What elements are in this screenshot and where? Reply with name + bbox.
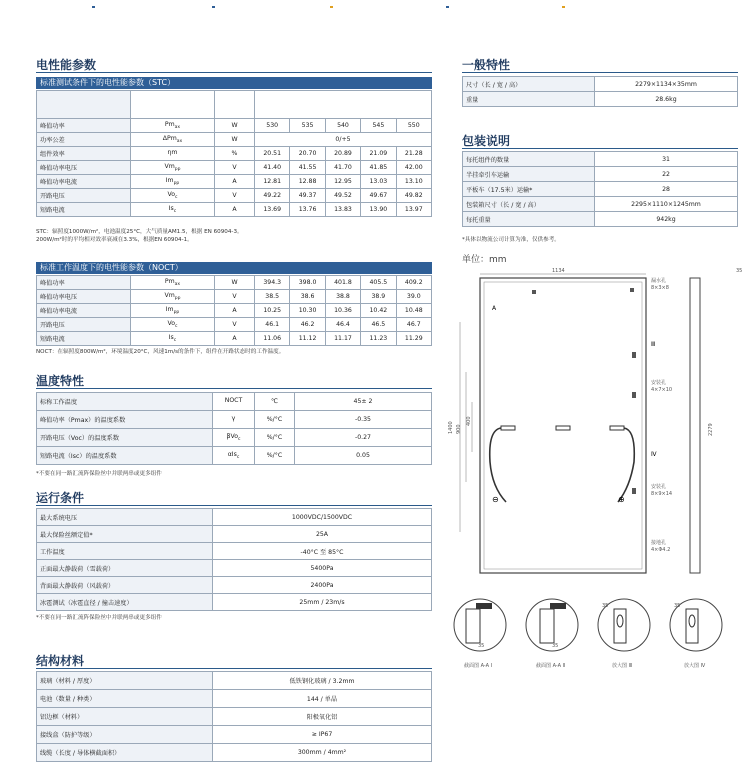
table-row [37, 594, 432, 611]
value-cell: 49.22 [255, 189, 290, 203]
unit-cell: ℃ [255, 393, 295, 411]
value-cell: 21.28 [396, 147, 431, 161]
value-cell: 5400Pa [213, 560, 432, 577]
value-cell: 46.7 [396, 318, 431, 332]
value-cell: 550 [396, 119, 431, 133]
value-cell: 49.82 [396, 189, 431, 203]
row-label: 组件效率 [37, 147, 131, 161]
row-label: 包装箱尺寸（长 / 宽 / 高） [463, 197, 595, 212]
row-label: 峰值功率电压 [37, 290, 131, 304]
structure-title: 结构材料 [36, 654, 85, 668]
value-cell: 942kg [595, 212, 738, 227]
table-row [463, 152, 738, 167]
value-cell: 13.97 [396, 203, 431, 217]
unit-cell: A [215, 332, 255, 346]
value-cell: 2295×1110×1245mm [595, 197, 738, 212]
row-label: 平板车（17.5米）运输* [463, 182, 595, 197]
table-row [37, 119, 432, 133]
row-label: 每托组件的数量 [463, 152, 595, 167]
stc-bar: 标准测试条件下的电性能参数（STC） [36, 77, 432, 89]
top-accent [446, 6, 449, 8]
row-label: 工作温度 [37, 543, 213, 560]
general-table [462, 76, 738, 107]
table-row [463, 197, 738, 212]
value-cell: 10.30 [290, 304, 325, 318]
row-label: 背面最大静载荷（风载荷） [37, 577, 213, 594]
value-cell: 12.81 [255, 175, 290, 189]
value-cell: 11.12 [290, 332, 325, 346]
top-accent [212, 6, 215, 8]
table-row [37, 318, 432, 332]
value-cell: 21.09 [361, 147, 396, 161]
value-cell: 49.67 [361, 189, 396, 203]
value-cell: 545 [361, 119, 396, 133]
row-label: 正面最大静载荷（雪载荷） [37, 560, 213, 577]
table-row [37, 290, 432, 304]
value-cell: 低铁钢化玻璃 / 3.2mm [213, 672, 432, 690]
packaging-title: 包装说明 [462, 134, 511, 148]
symbol-cell: $Vo_c$ [131, 189, 215, 203]
label-drain: 漏水孔 [651, 278, 667, 284]
table-row [37, 161, 432, 175]
detail-caption: 放大图 Ⅳ [684, 663, 706, 669]
value-cell: 13.76 [290, 203, 325, 217]
table-row [37, 175, 432, 189]
unit-cell: A [215, 175, 255, 189]
top-accent [92, 6, 95, 8]
stc-note-1: STC：辐照度1000W/m²，电池温度25°C，大气质量AM1.5，根据 EN 60904-3。 [36, 229, 243, 235]
value-cell: 12.88 [290, 175, 325, 189]
general-title: 一般特性 [462, 58, 511, 72]
table-row [37, 690, 432, 708]
row-label: 接线盒（防护等级） [37, 726, 213, 744]
value-cell: 20.70 [290, 147, 325, 161]
unit-cell: %/°C [255, 447, 295, 465]
value-cell: 10.25 [255, 304, 290, 318]
row-label: 峰值功率（Pmax）的温度系数 [37, 411, 213, 429]
row-label: 线缆（长度 / 导体横截面积） [37, 744, 213, 762]
row-label: 玻璃（材料 / 厚度） [37, 672, 213, 690]
symbol-cell: γ [213, 411, 255, 429]
row-label: 功率公差 [37, 133, 131, 147]
temperature-note: *不要在同一路汇流阵保险丝中并联两串或更多组件 [36, 471, 162, 477]
value-cell: 46.4 [325, 318, 360, 332]
row-label: 最大系统电压 [37, 509, 213, 526]
table-row [37, 744, 432, 762]
temperature-table [36, 392, 432, 465]
operation-rule [36, 505, 432, 506]
value-cell: 38.5 [255, 290, 290, 304]
value-cell: 394.3 [255, 276, 290, 290]
table-row [37, 133, 432, 147]
unit-cell: V [215, 189, 255, 203]
operation-table [36, 508, 432, 611]
value-cell: 11.29 [396, 332, 431, 346]
value-cell: 20.89 [325, 147, 360, 161]
table-row [37, 726, 432, 744]
unit-label: 单位：mm [462, 255, 507, 265]
row-label: 开路电压（Voc）的温度系数 [37, 429, 213, 447]
value-cell: 10.42 [361, 304, 396, 318]
value-cell: 28.6kg [595, 92, 738, 107]
unit-cell: V [215, 318, 255, 332]
row-label: 峰值功率电流 [37, 175, 131, 189]
symbol-cell: $Is_c$ [131, 332, 215, 346]
structure-rule [36, 668, 432, 669]
value-cell: 25A [213, 526, 432, 543]
value-cell: 398.0 [290, 276, 325, 290]
table-row [37, 560, 432, 577]
marker-3: Ⅲ [651, 341, 656, 348]
table-row [463, 92, 738, 107]
symbol-cell: $Is_c$ [131, 203, 215, 217]
value-cell: 46.5 [361, 318, 396, 332]
electrical-rule [36, 72, 432, 73]
value-cell: 49.52 [325, 189, 360, 203]
row-label: 最大保险丝额定值* [37, 526, 213, 543]
symbol-cell: ηm [131, 147, 215, 161]
table-row [37, 304, 432, 318]
row-label: 半挂牵引车运输 [463, 167, 595, 182]
value-cell: 0.05 [295, 447, 432, 465]
value-cell: -0.35 [295, 411, 432, 429]
unit-cell: A [215, 203, 255, 217]
value-cell: 405.5 [361, 276, 396, 290]
noct-bar: 标准工作温度下的电性能参数（NOCT） [36, 262, 432, 274]
value-cell: 13.90 [361, 203, 396, 217]
row-label: 短路电流 [37, 203, 131, 217]
value-cell: 39.0 [396, 290, 431, 304]
value-cell: 28 [595, 182, 738, 197]
value-cell: 38.8 [325, 290, 360, 304]
value-cell: ≥ IP67 [213, 726, 432, 744]
dim-1400: 1400 [448, 421, 454, 434]
temperature-title: 温度特性 [36, 374, 85, 388]
label-mount2: 安装孔 [651, 484, 667, 490]
value-cell: 10.36 [325, 304, 360, 318]
symbol-cell: $Pm_{ax}$ [131, 119, 215, 133]
value-cell: 13.03 [361, 175, 396, 189]
label-ground: 接地孔 [651, 540, 667, 546]
value-cell: 45± 2 [295, 393, 432, 411]
unit-cell: W [215, 133, 255, 147]
symbol-cell: βVo$_c$ [213, 429, 255, 447]
value-cell: 25mm / 23m/s [213, 594, 432, 611]
unit-cell: W [215, 119, 255, 133]
value-cell: 41.55 [290, 161, 325, 175]
value-cell: 2400Pa [213, 577, 432, 594]
table-row [463, 212, 738, 227]
value-cell: 49.37 [290, 189, 325, 203]
noct-table [36, 275, 432, 346]
value-cell: 12.95 [325, 175, 360, 189]
packaging-table [462, 151, 738, 227]
value-cell: -0.27 [295, 429, 432, 447]
table-row [463, 167, 738, 182]
value-cell: 13.10 [396, 175, 431, 189]
dim-900: 900 [456, 424, 462, 434]
operation-note: *不要在同一路汇流阵保险丝中并联两串或更多组件 [36, 615, 162, 621]
detail-dim: 35 [602, 603, 609, 609]
structure-table [36, 671, 432, 762]
detail-dim: 35 [552, 643, 559, 649]
side-profile [690, 278, 700, 573]
unit-cell: V [215, 290, 255, 304]
value-cell: 11.06 [255, 332, 290, 346]
stc-note-2: 200W/m²时的平均相对效率衰减在3.3%，根据EN 60904-1。 [36, 237, 193, 243]
label-mount1: 安装孔 [651, 380, 667, 386]
value-cell: 1000VDC/1500VDC [213, 509, 432, 526]
symbol-cell: $Vm_{pp}$ [131, 290, 215, 304]
symbol-cell: αIs$_c$ [213, 447, 255, 465]
top-accent [562, 6, 565, 8]
module-drawing [440, 262, 750, 592]
marker-4: Ⅳ [651, 451, 657, 458]
row-label: 每托重量 [463, 212, 595, 227]
detail-dim: 35 [478, 643, 485, 649]
dim-width: 1134 [552, 268, 565, 274]
unit-cell: V [215, 161, 255, 175]
table-row [37, 526, 432, 543]
value-cell: 41.40 [255, 161, 290, 175]
row-label: 尺寸（长 / 宽 / 高） [463, 77, 595, 92]
row-label: 开路电压 [37, 318, 131, 332]
symbol-cell: $Pm_{ax}$ [131, 276, 215, 290]
detail-caption: 截面图 A-A Ⅱ [536, 663, 566, 669]
row-label: 峰值功率 [37, 119, 131, 133]
value-cell: 31 [595, 152, 738, 167]
top-accent [330, 6, 333, 8]
unit-cell: A [215, 304, 255, 318]
table-row [37, 393, 432, 411]
value-cell: 42.00 [396, 161, 431, 175]
temperature-rule [36, 388, 432, 389]
value-cell: 46.1 [255, 318, 290, 332]
table-row [37, 509, 432, 526]
value-cell: 13.83 [325, 203, 360, 217]
row-label: 峰值功率电流 [37, 304, 131, 318]
table-row [37, 276, 432, 290]
table-row [37, 411, 432, 429]
label-drain-size: 8×3×8 [651, 285, 669, 291]
value-cell: 11.17 [325, 332, 360, 346]
value-cell: 22 [595, 167, 738, 182]
unit-cell: %/°C [255, 429, 295, 447]
value-cell: 38.6 [290, 290, 325, 304]
table-row [37, 447, 432, 465]
row-label: 短路电流 [37, 332, 131, 346]
row-label: 冰雹测试（冰雹直径 / 撞击速度） [37, 594, 213, 611]
unit-cell: % [215, 147, 255, 161]
symbol-cell: $Im_{pp}$ [131, 175, 215, 189]
row-label: 峰值功率 [37, 276, 131, 290]
symbol-cell: $Vo_c$ [131, 318, 215, 332]
table-row [463, 77, 738, 92]
table-row [37, 147, 432, 161]
table-row [463, 182, 738, 197]
value-cell: 401.8 [325, 276, 360, 290]
packaging-note: *具体以物流公司计算为准，仅供参考。 [462, 237, 560, 243]
label-mount1-size: 4×7×10 [651, 387, 673, 393]
label-ground-size: 4×Φ4.2 [651, 547, 671, 553]
row-label: 峰值功率电压 [37, 161, 131, 175]
value-cell: 41.85 [361, 161, 396, 175]
symbol-cell: NOCT [213, 393, 255, 411]
value-cell: 20.51 [255, 147, 290, 161]
operation-title: 运行条件 [36, 491, 85, 505]
value-cell: 11.23 [361, 332, 396, 346]
dim-400: 400 [466, 416, 472, 426]
table-row [37, 332, 432, 346]
detail-drawings [452, 595, 742, 675]
dim-depth: 35 [736, 268, 743, 274]
packaging-rule [462, 148, 738, 149]
marker-a: A [492, 305, 497, 312]
detail-caption: 放大图 Ⅲ [612, 663, 633, 669]
value-cell: 2279×1134×35mm [595, 77, 738, 92]
table-row [37, 672, 432, 690]
noct-note: NOCT：在辐照度800W/m²，环境温度20°C，风速1m/s的条件下，组件在开路状态时的工作温度。 [36, 349, 285, 355]
value-cell: 41.70 [325, 161, 360, 175]
electrical-title: 电性能参数 [36, 58, 97, 72]
table-row [37, 543, 432, 560]
detail-caption: 截面图 A-A Ⅰ [464, 663, 493, 669]
value-cell: 13.69 [255, 203, 290, 217]
unit-cell: W [215, 276, 255, 290]
row-label: 电池（数量 / 种类） [37, 690, 213, 708]
pos-sign: ⊕ [618, 495, 625, 504]
row-label: 开路电压 [37, 189, 131, 203]
table-row [37, 189, 432, 203]
value-cell: 535 [290, 119, 325, 133]
value-cell: 阳极氧化铝 [213, 708, 432, 726]
table-row [37, 577, 432, 594]
unit-cell: %/°C [255, 411, 295, 429]
value-cell: 530 [255, 119, 290, 133]
symbol-cell: $Im_{pp}$ [131, 304, 215, 318]
general-rule [462, 72, 738, 73]
symbol-cell: $Vm_{pp}$ [131, 161, 215, 175]
stc-table [36, 90, 432, 217]
value-cell: -40°C 至 85°C [213, 543, 432, 560]
row-label: 重量 [463, 92, 595, 107]
dim-length: 2279 [708, 423, 714, 436]
symbol-cell: ΔPm$_{ax}$ [131, 133, 215, 147]
table-row [37, 203, 432, 217]
detail-dim: 35 [674, 603, 681, 609]
table-row [37, 429, 432, 447]
value-cell: 540 [325, 119, 360, 133]
value-cell: 10.48 [396, 304, 431, 318]
row-label: 铝边框（材料） [37, 708, 213, 726]
value-cell: 300mm / 4mm² [213, 744, 432, 762]
row-label: 标称工作温度 [37, 393, 213, 411]
label-mount2-size: 8×9×14 [651, 491, 673, 497]
value-cell: 409.2 [396, 276, 431, 290]
neg-sign: ⊖ [492, 495, 499, 504]
value-cell: 38.9 [361, 290, 396, 304]
value-cell: 144 / 单晶 [213, 690, 432, 708]
value-cell: 0/+5 [255, 133, 432, 147]
value-cell: 46.2 [290, 318, 325, 332]
row-label: 短路电流（Isc）的温度系数 [37, 447, 213, 465]
table-row [37, 708, 432, 726]
